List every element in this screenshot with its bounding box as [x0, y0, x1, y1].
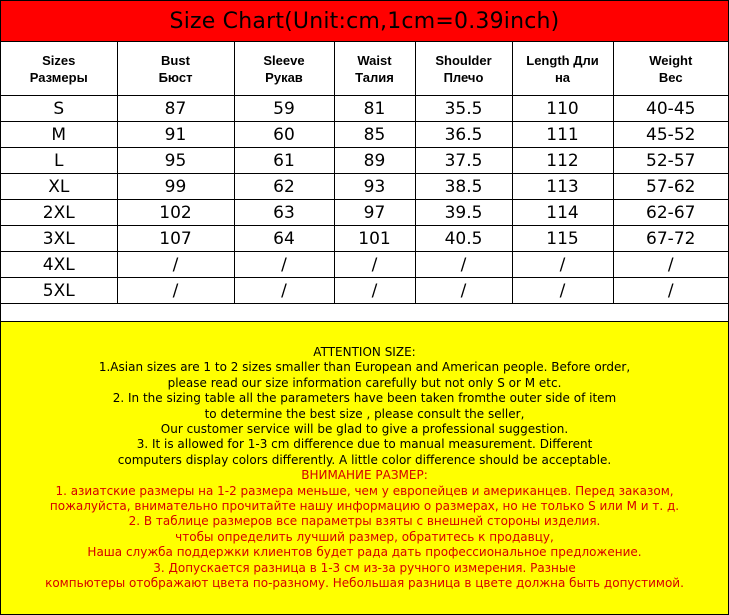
measurement-cell: / — [234, 278, 334, 304]
size-label-cell: 4XL — [1, 252, 117, 278]
measurement-cell: / — [117, 278, 234, 304]
measurement-cell: 85 — [334, 122, 415, 148]
measurement-cell: / — [613, 252, 728, 278]
notice-line-en: 2. In the sizing table all the parameters have been taken fromthe outer side of item — [112, 391, 617, 406]
table-header-row — [1, 42, 728, 96]
notice-line-en: Our customer service will be glad to give a professional suggestion. — [160, 422, 569, 437]
notice-line-en: 3. It is allowed for 1-3 cm difference due to manual measurement. Different — [136, 437, 593, 452]
column-header-en: Length Дли — [526, 52, 599, 68]
measurement-cell: 93 — [334, 174, 415, 200]
size-table — [1, 42, 728, 304]
measurement-cell: 59 — [234, 96, 334, 122]
notice-line-ru: чтобы определить лучший размер, обратитесь к продавцу, — [175, 529, 554, 544]
column-header-en: Sleeve — [263, 52, 305, 68]
measurement-cell: 36.5 — [415, 122, 512, 148]
column-header-ru: на — [554, 69, 571, 85]
column-header-ru: Бюст — [158, 69, 193, 85]
notice-line-ru: пожалуйста, внимательно прочитайте нашу информацию о размерах, но не только S или M и т. д. — [49, 499, 680, 514]
measurement-cell: 91 — [117, 122, 234, 148]
column-header — [334, 42, 415, 96]
measurement-cell: 81 — [334, 96, 415, 122]
measurement-cell: 101 — [334, 226, 415, 252]
notice-heading-ru: ВНИМАНИЕ РАЗМЕР: — [301, 468, 428, 483]
measurement-cell: 40.5 — [415, 226, 512, 252]
table-row — [1, 200, 728, 226]
size-label-cell: 2XL — [1, 200, 117, 226]
measurement-cell: / — [512, 252, 613, 278]
measurement-cell: 45-52 — [613, 122, 728, 148]
table-row — [1, 278, 728, 304]
column-header-en: Weight — [649, 52, 693, 68]
size-label-cell: S — [1, 96, 117, 122]
measurement-cell: 62 — [234, 174, 334, 200]
size-label-cell: 3XL — [1, 226, 117, 252]
measurement-cell: 38.5 — [415, 174, 512, 200]
measurement-cell: / — [117, 252, 234, 278]
notice-line-ru: 1. азиатские размеры на 1-2 размера меньше, чем у европейцев и американцев. Перед заказом, — [55, 483, 674, 498]
measurement-cell: 89 — [334, 148, 415, 174]
measurement-cell: / — [613, 278, 728, 304]
measurement-cell: 60 — [234, 122, 334, 148]
measurement-cell: 107 — [117, 226, 234, 252]
column-header — [117, 42, 234, 96]
measurement-cell: 39.5 — [415, 200, 512, 226]
measurement-cell: 102 — [117, 200, 234, 226]
measurement-cell: 115 — [512, 226, 613, 252]
column-header-ru: Вес — [658, 69, 683, 85]
measurement-cell: / — [334, 252, 415, 278]
notice-line-en: computers display colors differently. A little color difference should be acceptable. — [117, 452, 612, 467]
measurement-cell: 110 — [512, 96, 613, 122]
size-label-cell: 5XL — [1, 278, 117, 304]
size-label-cell: M — [1, 122, 117, 148]
measurement-cell: 40-45 — [613, 96, 728, 122]
measurement-cell: 64 — [234, 226, 334, 252]
notice-line-en: please read our size information carefully but not only S or M etc. — [167, 375, 562, 390]
measurement-cell: 111 — [512, 122, 613, 148]
measurement-cell: 87 — [117, 96, 234, 122]
measurement-cell: 62-67 — [613, 200, 728, 226]
measurement-cell: / — [415, 278, 512, 304]
column-header-ru: Талия — [355, 69, 394, 85]
table-row — [1, 226, 728, 252]
notice-line-ru: компьютеры отображают цвета по-разному. Небольшая разница в цвете должна быть допустимой. — [45, 576, 684, 591]
notice-line-en: 1.Asian sizes are 1 to 2 sizes smaller than European and American people. Before order, — [98, 360, 631, 375]
measurement-cell: 95 — [117, 148, 234, 174]
table-row — [1, 148, 728, 174]
measurement-cell: / — [234, 252, 334, 278]
column-header-en: Bust — [161, 52, 190, 68]
column-header — [1, 42, 117, 96]
column-header-ru: Размеры — [29, 69, 88, 85]
size-label-cell: L — [1, 148, 117, 174]
column-header-en: Waist — [357, 52, 392, 68]
size-label-cell: XL — [1, 174, 117, 200]
measurement-cell: 114 — [512, 200, 613, 226]
measurement-cell: 112 — [512, 148, 613, 174]
measurement-cell: 37.5 — [415, 148, 512, 174]
measurement-cell: 113 — [512, 174, 613, 200]
column-header — [512, 42, 613, 96]
measurement-cell: 52-57 — [613, 148, 728, 174]
measurement-cell: / — [415, 252, 512, 278]
table-row — [1, 252, 728, 278]
measurement-cell: 99 — [117, 174, 234, 200]
table-row — [1, 96, 728, 122]
column-header-en: Sizes — [42, 52, 76, 68]
measurement-cell: 97 — [334, 200, 415, 226]
column-header-en: Shoulder — [435, 52, 492, 68]
notice-line-ru: 2. В таблице размеров все параметры взяты с внешней стороны изделия. — [128, 514, 601, 529]
measurement-cell: 63 — [234, 200, 334, 226]
measurement-cell: 57-62 — [613, 174, 728, 200]
attention-notice — [1, 321, 728, 614]
notice-line-ru: Наша служба поддержки клиентов будет рада дать профессиональное предложение. — [87, 545, 642, 560]
measurement-cell: 67-72 — [613, 226, 728, 252]
measurement-cell: 35.5 — [415, 96, 512, 122]
table-row — [1, 122, 728, 148]
measurement-cell: / — [334, 278, 415, 304]
column-header — [613, 42, 728, 96]
table-body — [1, 96, 728, 304]
column-header — [415, 42, 512, 96]
notice-line-en: to determine the best size , please consult the seller, — [204, 406, 525, 421]
notice-line-ru: 3. Допускается разница в 1-3 см из-за ручного измерения. Разные — [153, 560, 576, 575]
measurement-cell: 61 — [234, 148, 334, 174]
table-row — [1, 174, 728, 200]
column-header — [234, 42, 334, 96]
notice-heading-en: ATTENTION SIZE: — [313, 345, 416, 359]
column-header-ru: Плечо — [443, 69, 484, 85]
chart-title: Size Chart(Unit:cm,1cm=0.39inch) — [1, 1, 728, 42]
measurement-cell: / — [512, 278, 613, 304]
column-header-ru: Рукав — [265, 69, 303, 85]
